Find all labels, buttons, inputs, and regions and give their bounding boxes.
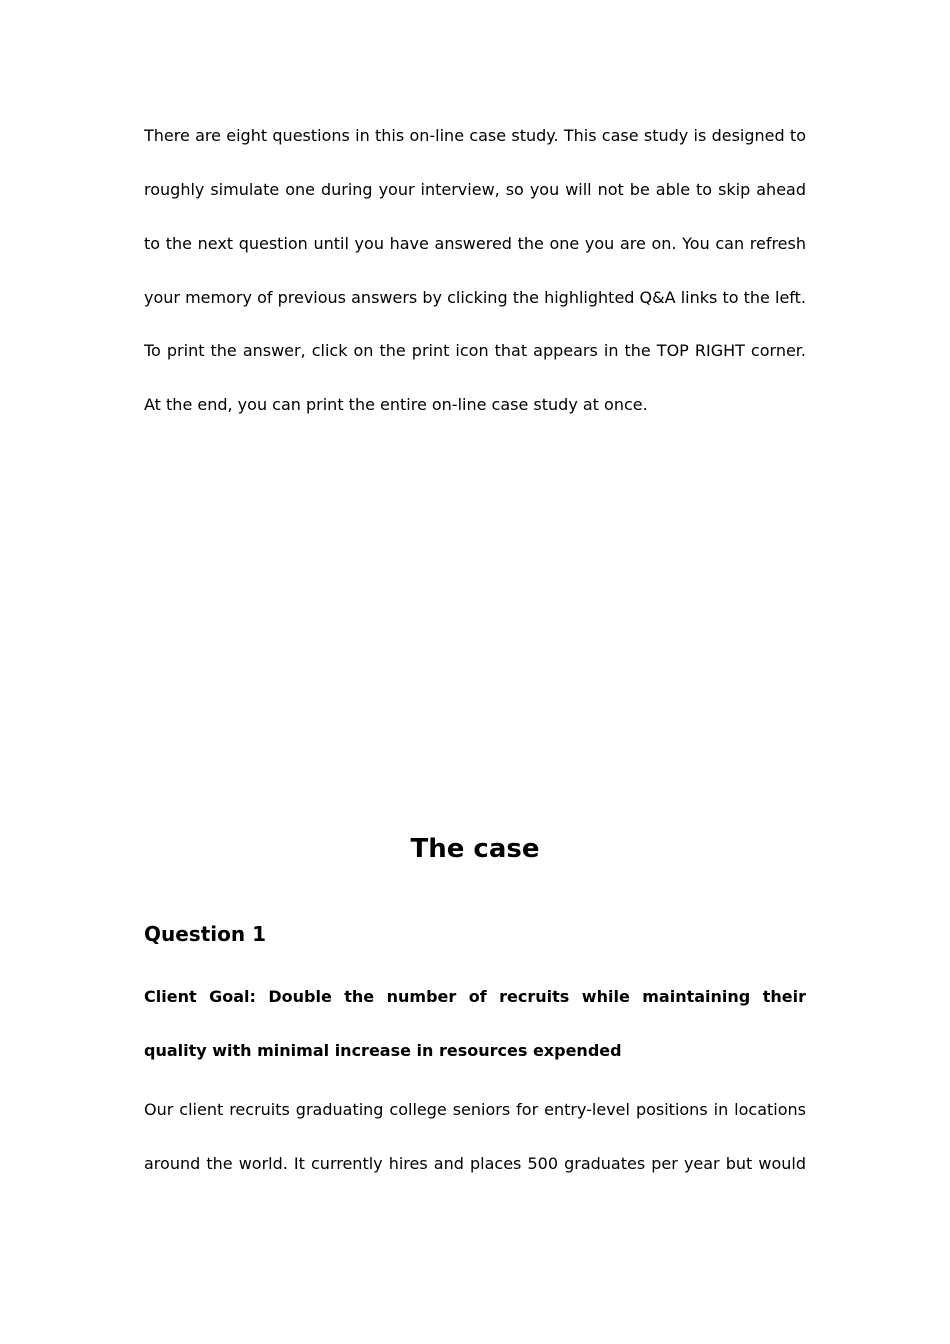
client-goal-line: Client Goal: Double the number of recruits while maintaining their [144, 987, 806, 1006]
document-page [144, 0, 806, 1344]
intro-line: To print the answer, click on the print icon that appears in the TOP RIGHT corner. [144, 341, 806, 360]
intro-line: There are eight questions in this on-line case study. This case study is designed to [144, 126, 806, 145]
intro-line: At the end, you can print the entire on-line case study at once. [144, 395, 648, 414]
case-description-line: around the world. It currently hires and places 500 graduates per year but would [144, 1154, 806, 1173]
intro-line: to the next question until you have answered the one you are on. You can refresh [144, 234, 806, 253]
case-description-line: Our client recruits graduating college seniors for entry-level positions in locations [144, 1100, 806, 1119]
client-goal-line: quality with minimal increase in resources expended [144, 1041, 622, 1060]
section-title: The case [410, 834, 540, 864]
intro-line: roughly simulate one during your interview, so you will not be able to skip ahead [144, 180, 806, 199]
intro-line: your memory of previous answers by clicking the highlighted Q&A links to the left. [144, 288, 806, 307]
question-heading: Question 1 [144, 922, 266, 946]
